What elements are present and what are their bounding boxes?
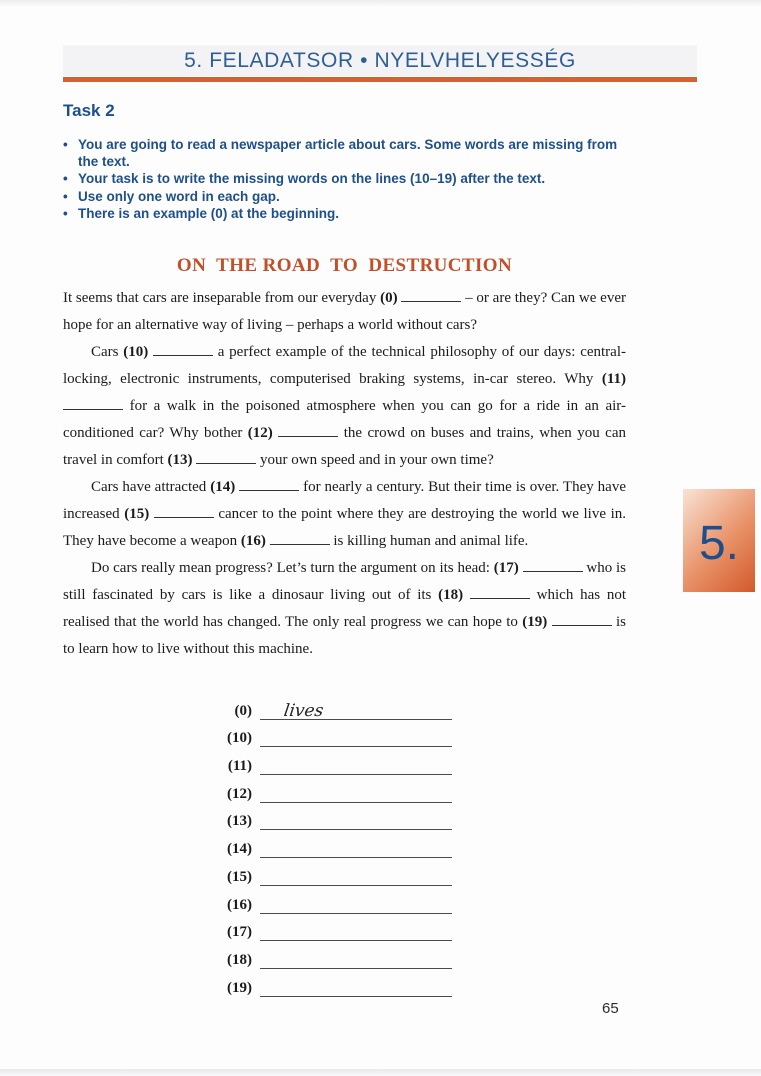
gap-blank xyxy=(470,585,530,600)
article-paragraph: It seems that cars are inseparable from our everyday (0) – or are they? Can we ever hope for an alternative way of living – perhaps a world without cars? xyxy=(63,285,626,339)
instruction-item: • Use only one word in each gap. xyxy=(63,188,280,204)
answer-line xyxy=(260,719,452,748)
gap-blank xyxy=(196,450,256,465)
instruction-item: • There is an example (0) at the beginning. xyxy=(63,206,340,221)
page-number: 65 xyxy=(602,1000,619,1017)
answer-line xyxy=(260,857,452,886)
gap-number: (18) xyxy=(438,587,470,603)
gap-blank xyxy=(63,396,123,411)
answer-line xyxy=(260,829,452,858)
answer-label: (0) xyxy=(234,702,252,719)
gap-blank xyxy=(153,342,213,357)
answer-line xyxy=(260,746,452,775)
answer-line xyxy=(260,968,452,997)
gap-number: (10) xyxy=(123,344,153,360)
answer-line xyxy=(260,802,452,831)
gap-number: (13) xyxy=(167,452,197,468)
gap-blank xyxy=(278,423,338,438)
answer-label: (19) xyxy=(227,979,252,996)
bullet-icon: • xyxy=(63,188,68,204)
page-bottom-edge xyxy=(0,1069,761,1076)
article-paragraph: Cars have attracted (14) for nearly a century. But their time is over. They have increased (15) cancer to the point where they are destroying the world we live in. They have become a weapon (16) is killing human and animal life. xyxy=(63,474,626,555)
gap-blank xyxy=(523,558,583,573)
gap-blank xyxy=(552,612,612,627)
chapter-tab-number: 5. xyxy=(698,516,740,570)
handwritten-answer: lives xyxy=(282,700,325,721)
answer-line xyxy=(260,774,452,803)
instruction-item: • You are going to read a newspaper article about cars. Some words are missing from the text. xyxy=(63,137,618,169)
answer-line xyxy=(260,691,452,720)
bullet-icon: • xyxy=(63,206,68,221)
answer-label: (17) xyxy=(227,924,252,941)
article-paragraph: Do cars really mean progress? Let’s turn the argument on its head: (17) who is still fascinated by cars is like a dinosaur living out of its (18) which has not realised that the world has changed. The only real progress we can hope to (19) is to learn how to live without this machine. xyxy=(63,555,626,663)
answer-row xyxy=(200,969,452,997)
answer-label: (11) xyxy=(227,758,252,775)
answer-list xyxy=(200,692,452,997)
instruction-item: • Your task is to write the missing words on the lines (10–19) after the text. xyxy=(63,171,546,186)
bullet-icon: • xyxy=(63,137,68,152)
gap-number: (11) xyxy=(601,371,626,387)
header-rule xyxy=(63,77,697,82)
page-header-band xyxy=(63,45,697,76)
task-heading: Task 2 xyxy=(63,101,115,120)
page-header-title: 5. FELADATSOR • NYELVHELYESSÉG xyxy=(184,48,576,72)
answer-label: (13) xyxy=(227,813,252,830)
gap-number: (15) xyxy=(124,506,154,522)
answer-line xyxy=(260,940,452,969)
gap-blank xyxy=(239,477,299,492)
gap-number: (16) xyxy=(240,533,270,549)
answer-line xyxy=(260,885,452,914)
instruction-list xyxy=(63,137,635,224)
chapter-tab xyxy=(683,489,755,592)
gap-number: (12) xyxy=(247,425,279,441)
answer-label: (12) xyxy=(227,785,252,802)
answer-label: (14) xyxy=(227,841,252,858)
answer-label: (10) xyxy=(227,730,252,747)
answer-row xyxy=(200,858,452,886)
answer-row xyxy=(200,941,452,969)
answer-row xyxy=(200,692,452,720)
gap-blank xyxy=(154,504,214,519)
answer-row xyxy=(200,775,452,803)
gap-number: (14) xyxy=(210,479,240,495)
gap-blank xyxy=(270,531,330,546)
answer-row xyxy=(200,830,452,858)
answer-label: (18) xyxy=(227,951,252,968)
answer-row xyxy=(200,914,452,942)
answer-row xyxy=(200,886,452,914)
gap-number: (0) xyxy=(380,290,402,306)
article-paragraph: Cars (10) a perfect example of the technical philosophy of our days: central-locking, electronic instruments, computerised braking systems, in-car stereo. Why (11) for a walk in the poisoned atmosphere when you can go for a ride in an air-conditioned car? Why bother (12) the crowd on buses and trains, when you can travel in comfort (13) your own speed and in your own time? xyxy=(63,339,626,474)
gap-number: (17) xyxy=(493,560,523,576)
article-paragraphs xyxy=(63,285,626,663)
gap-blank xyxy=(401,288,461,303)
answer-line xyxy=(260,913,452,942)
answer-row xyxy=(200,720,452,748)
answer-label: (15) xyxy=(227,868,252,885)
answer-row xyxy=(200,747,452,775)
answer-row xyxy=(200,803,452,831)
gap-number: (19) xyxy=(522,614,552,630)
answer-label: (16) xyxy=(227,896,252,913)
article-title: ON THE ROAD TO DESTRUCTION xyxy=(176,255,513,276)
bullet-icon: • xyxy=(63,171,68,186)
